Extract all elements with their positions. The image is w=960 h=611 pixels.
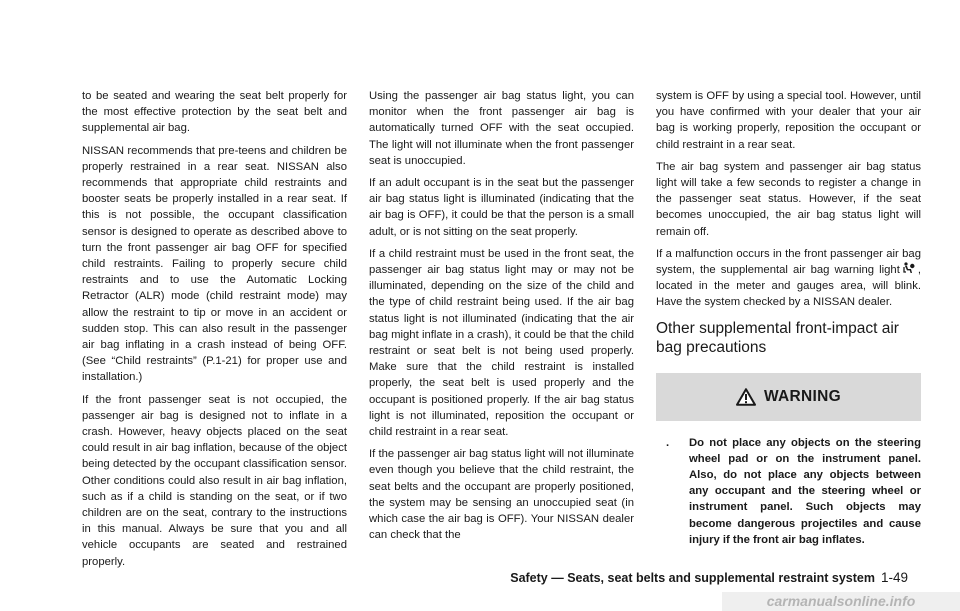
page-number: 1-49 bbox=[880, 570, 908, 585]
warning-banner bbox=[656, 373, 921, 421]
paragraph: Using the passenger air bag status light, you can monitor when the front passenger air bag is automatically turned OFF with the seat occupied. The light will not illuminate when the front passenger seat is unoccupied. bbox=[369, 90, 634, 167]
section-heading: Other supplemental front-impact air bag precautions bbox=[656, 319, 899, 356]
paragraph: If a child restraint must be used in the front seat, the passenger air bag status light may or may not be illuminated, depending on the size of the child and the type of child restraint being used. If the air bag status light is not illuminated (indicating that the air bag might inflate in a crash), it could be that the child restraint or seat belt is not being used properly. Make sure that the child restraint is installed properly, the seat belt is used properly and the occupant is positioned properly. If the air bag status light is not illuminated, reposition the occupant or child restraint in a rear seat. bbox=[369, 247, 634, 439]
warning-list-item bbox=[656, 435, 921, 548]
paragraph: If the passenger air bag status light will not illuminate even though you believe that the child restraint, the seat belts and the occupant are properly positioned, the system may be sensing an unoccupied seat (in which case the air bag is OFF). Your NISSAN dealer can check that the bbox=[369, 448, 634, 542]
paragraph: The air bag system and passenger air bag status light will take a few seconds to register a change in the passenger seat status. However, if the seat becomes unoccupied, the air bag status light will remain off. bbox=[656, 160, 921, 238]
page-footer bbox=[420, 570, 908, 585]
warning-triangle-icon bbox=[736, 388, 756, 406]
watermark: carmanualsonline.info bbox=[722, 592, 960, 611]
paragraph-with-icon bbox=[656, 246, 921, 311]
warning-title: WARNING bbox=[763, 387, 841, 405]
airbag-warning-light-icon bbox=[902, 262, 915, 274]
text-column-2 bbox=[369, 88, 634, 549]
paragraph: to be seated and wearing the seat belt properly for the most effective protection by the seat belt and supplemental air bag. bbox=[82, 90, 347, 135]
paragraph: system is OFF by using a special tool. However, until you have confirmed with your dealer that your air bag is working properly, reposition the occupant or child restraint in a rear seat. bbox=[656, 90, 921, 151]
list-bullet: . bbox=[666, 436, 670, 449]
paragraph-text-before-icon: If a malfunction occurs in the front passenger air bag system, the supplemental air bag warning light bbox=[656, 247, 921, 277]
paragraph: If an adult occupant is in the seat but the passenger air bag status light is illuminated (indicating that the air bag is OFF), it could be that the person is a small adult, or is not sitting on the seat properly. bbox=[369, 177, 634, 238]
footer-section-title: Safety — Seats, seat belts and supplemental restraint system bbox=[510, 571, 875, 585]
paragraph: NISSAN recommends that pre-teens and children be properly restrained in a rear seat. NISSAN also recommends that appropriate child restraints and booster seats be properly installed in a rear seat. If this is not possible, the occupant classification sensor is designed to operate as described above to turn the front passenger air bag OFF for specified child restraints. Failing to properly secure child restraints and to use the Automatic Locking Retractor (ALR) mode (child restraint mode) may allow the restraint to tip or move in an accident or sudden stop. This can also result in the passenger air bag inflating in a crash instead of being OFF. (See “Child restraints” (P.1-21) for proper use and installation.) bbox=[82, 144, 347, 384]
text-column-1 bbox=[82, 88, 347, 576]
text-column-3 bbox=[656, 88, 921, 548]
paragraph: If the front passenger seat is not occupied, the passenger air bag is designed not to inflate in a crash. However, heavy objects placed on the seat could result in air bag inflation, because of the object being detected by the occupant classification sensor. Other conditions could also result in air bag inflation, such as if a child is standing on the seat, or if two children are on the seat, contrary to the instructions in this manual. Always be sure that you and all vehicle occupants are seated and restrained properly. bbox=[82, 393, 347, 568]
warning-text: Do not place any objects on the steering wheel pad or on the instrument panel. Also, do not place any objects between any occupant and the steering wheel or instrument panel. Such objects may become dangerous projectiles and cause injury if the front air bag inflates. bbox=[689, 436, 921, 546]
paragraph-text-after-icon: , located in the meter and gauges area, will blink. Have the system checked by a NISSAN dealer. bbox=[656, 264, 921, 309]
